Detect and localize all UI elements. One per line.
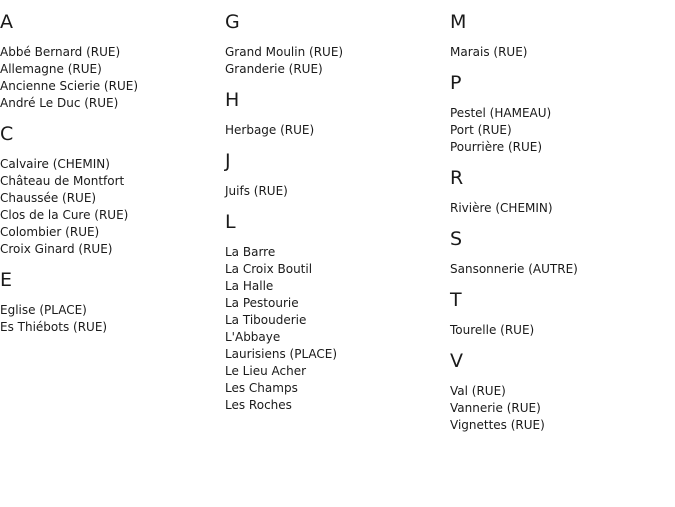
letter-heading: R — [450, 167, 464, 189]
street-item: Château de Montfort — [0, 174, 125, 188]
street-list — [450, 322, 670, 339]
letter-heading: V — [450, 350, 463, 372]
letter-group-h — [225, 88, 445, 139]
street-item: Clos de la Cure (RUE) — [0, 208, 129, 222]
street-list — [450, 383, 670, 434]
street-item: La Tibouderie — [225, 313, 307, 327]
letter-heading: A — [0, 11, 13, 33]
street-item: Le Lieu Acher — [225, 364, 307, 378]
street-item: Es Thiébots (RUE) — [0, 320, 108, 334]
street-item: La Pestourie — [225, 296, 299, 310]
street-list — [0, 44, 220, 112]
letter-heading: M — [450, 11, 467, 33]
letter-group-r — [450, 166, 670, 217]
street-item: Croix Ginard (RUE) — [0, 242, 113, 256]
street-item: La Barre — [225, 245, 276, 259]
letter-heading: G — [225, 11, 240, 33]
letter-group-t — [450, 288, 670, 339]
street-item: Chaussée (RUE) — [0, 191, 97, 205]
street-item: Pestel (HAMEAU) — [450, 106, 552, 120]
street-list — [225, 44, 445, 78]
letter-group-j — [225, 149, 445, 200]
street-item: Les Champs — [225, 381, 298, 395]
street-item: Sansonnerie (AUTRE) — [450, 262, 578, 276]
street-item: Grand Moulin (RUE) — [225, 45, 344, 59]
street-item: Granderie (RUE) — [225, 62, 323, 76]
street-list — [450, 261, 670, 278]
letter-heading: H — [225, 89, 240, 111]
letter-group-m — [450, 10, 670, 61]
street-item: Pourrière (RUE) — [450, 140, 543, 154]
letter-group-l — [225, 210, 445, 414]
letter-group-a — [0, 10, 220, 112]
street-list — [450, 44, 670, 61]
letter-heading: S — [450, 228, 463, 250]
letter-heading: E — [0, 269, 13, 291]
street-item: Vignettes (RUE) — [450, 418, 545, 432]
street-item: La Halle — [225, 279, 274, 293]
street-list — [450, 200, 670, 217]
index-column-2 — [225, 10, 445, 424]
letter-heading: C — [0, 123, 14, 145]
street-item: Calvaire (CHEMIN) — [0, 157, 110, 171]
letter-heading: J — [225, 150, 231, 172]
street-item: Juifs (RUE) — [225, 184, 288, 198]
letter-group-g — [225, 10, 445, 78]
letter-group-v — [450, 349, 670, 434]
street-item: Vannerie (RUE) — [450, 401, 541, 415]
street-item: Allemagne (RUE) — [0, 62, 102, 76]
letter-group-p — [450, 71, 670, 156]
letter-heading: T — [450, 289, 462, 311]
letter-group-s — [450, 227, 670, 278]
street-item: Val (RUE) — [450, 384, 506, 398]
index-column-3 — [450, 10, 670, 444]
street-item: Laurisiens (PLACE) — [225, 347, 338, 361]
street-item: Herbage (RUE) — [225, 123, 315, 137]
street-item: L'Abbaye — [225, 330, 281, 344]
street-list — [225, 244, 445, 414]
street-item: Rivière (CHEMIN) — [450, 201, 553, 215]
street-item: Les Roches — [225, 398, 292, 412]
street-item: Port (RUE) — [450, 123, 512, 137]
street-list — [0, 156, 220, 258]
letter-heading: P — [450, 72, 462, 94]
street-item: Ancienne Scierie (RUE) — [0, 79, 138, 93]
letter-group-e — [0, 268, 220, 336]
street-item: André Le Duc (RUE) — [0, 96, 119, 110]
letter-group-c — [0, 122, 220, 258]
street-list — [0, 302, 220, 336]
letter-heading: L — [225, 211, 236, 233]
street-list — [225, 183, 445, 200]
street-item: Tourelle (RUE) — [450, 323, 535, 337]
street-item: Colombier (RUE) — [0, 225, 100, 239]
street-item: Abbé Bernard (RUE) — [0, 45, 121, 59]
street-list — [450, 105, 670, 156]
street-item: La Croix Boutil — [225, 262, 313, 276]
street-list — [225, 122, 445, 139]
street-item: Marais (RUE) — [450, 45, 528, 59]
street-item: Eglise (PLACE) — [0, 303, 87, 317]
index-column-1 — [0, 10, 220, 346]
